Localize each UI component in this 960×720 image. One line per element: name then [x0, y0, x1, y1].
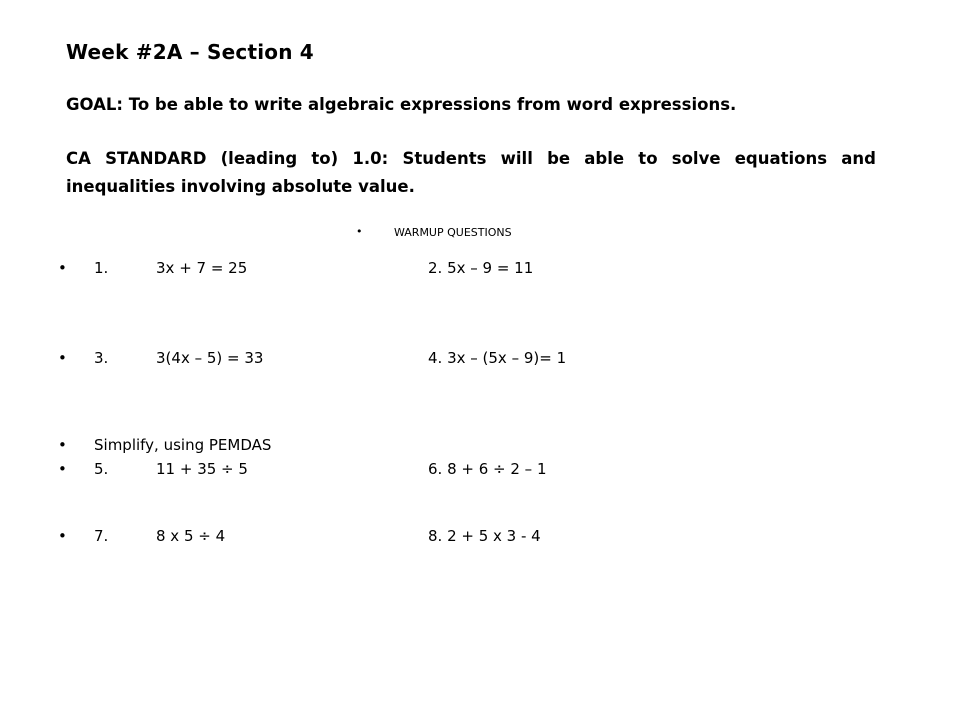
problem-expression: 11 + 35 ÷ 5	[156, 460, 248, 478]
bullet-icon: •	[58, 349, 67, 367]
section-instruction: Simplify, using PEMDAS	[94, 436, 272, 454]
problem-expression: 6. 8 + 6 ÷ 2 – 1	[428, 460, 547, 478]
list-item	[0, 349, 900, 371]
item-number: 3.	[94, 349, 109, 367]
list-item	[0, 436, 900, 458]
goal-statement: GOAL: To be able to write algebraic expressions from word expressions.	[66, 95, 737, 114]
page-title: Week #2A – Section 4	[66, 40, 314, 64]
list-item	[0, 259, 900, 281]
problem-expression: 2. 5x – 9 = 11	[428, 259, 534, 277]
bullet-icon: •	[58, 436, 67, 454]
problem-expression: 8. 2 + 5 x 3 - 4	[428, 527, 541, 545]
problem-expression: 3x + 7 = 25	[156, 259, 248, 277]
bullet-icon: •	[58, 527, 67, 545]
warmup-label: WARMUP QUESTIONS	[394, 226, 512, 239]
item-number: 1.	[94, 259, 109, 277]
list-item	[0, 527, 900, 549]
item-number: 5.	[94, 460, 109, 478]
bullet-icon: •	[356, 225, 363, 238]
item-number: 7.	[94, 527, 109, 545]
problem-expression: 3(4x – 5) = 33	[156, 349, 264, 367]
bullet-icon: •	[58, 259, 67, 277]
list-item	[0, 460, 900, 482]
problem-expression: 4. 3x – (5x – 9)= 1	[428, 349, 567, 367]
ca-standard-statement: CA STANDARD (leading to) 1.0: Students will be able to solve equations and inequalities involving absolute value.	[66, 149, 876, 196]
problem-expression: 8 x 5 ÷ 4	[156, 527, 226, 545]
warmup-heading	[356, 226, 512, 239]
bullet-icon: •	[58, 460, 67, 478]
